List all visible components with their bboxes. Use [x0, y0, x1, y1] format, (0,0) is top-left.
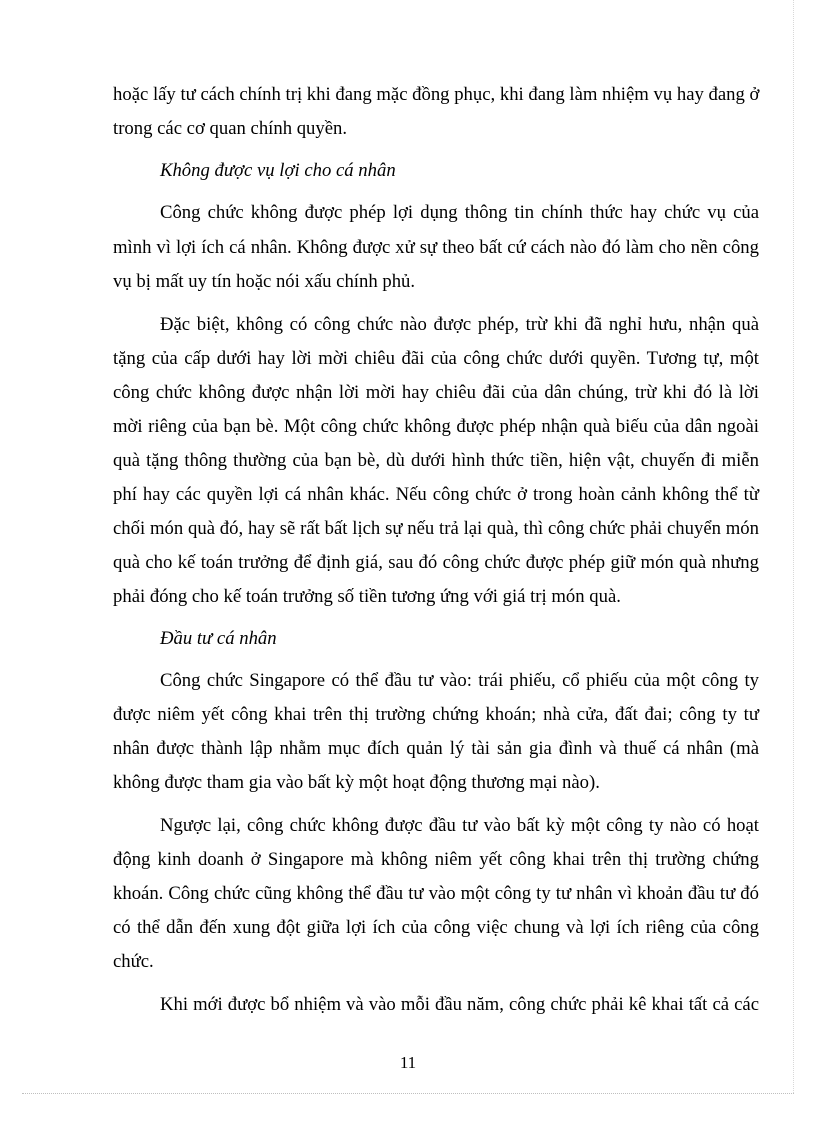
text-line: Công chức Singapore có thể đầu tư vào: trái phiếu, cổ phiếu của một công ty: [160, 670, 759, 691]
text-line: mời riêng của bạn bè. Một công chức không được phép nhận quà biếu của dân ngoài: [113, 416, 759, 437]
text-line: Ngược lại, công chức không được đầu tư vào bất kỳ một công ty nào có hoạt: [160, 815, 759, 836]
page-number: 11: [399, 1053, 417, 1072]
page-edge-guide: [793, 0, 794, 1093]
text-line: chức.: [113, 951, 154, 972]
text-line: không được tham gia vào bất kỳ một hoạt động thương mại nào).: [113, 772, 600, 793]
text-line: phải đóng cho kế toán trưởng số tiền tương ứng với giá trị món quà.: [113, 586, 621, 607]
text-line: trong các cơ quan chính quyền.: [113, 118, 348, 139]
text-line: Đặc biệt, không có công chức nào được phép, trừ khi đã nghỉ hưu, nhận quà: [160, 314, 759, 335]
section-heading-personal-investment: Đầu tư cá nhân: [160, 628, 277, 649]
text-line: động kinh doanh ở Singapore mà không niêm yết công khai trên thị trường chứng: [113, 849, 759, 870]
text-line: công chức không được nhận lời mời hay chiêu đãi của dân chúng, trừ khi đó là lời: [113, 382, 759, 403]
text-line: phí hay các quyền lợi cá nhân khác. Nếu công chức ở trong hoàn cảnh không thể từ: [113, 484, 759, 505]
text-line: tặng của cấp dưới hay lời mời chiêu đãi của công chức dưới quyền. Tương tự, một: [113, 348, 759, 369]
text-line: vụ bị mất uy tín hoặc nói xấu chính phủ.: [113, 271, 416, 292]
text-line: nhân được thành lập nhằm mục đích quản lý tài sản gia đình và thuế cá nhân (mà: [113, 738, 759, 759]
text-line: Công chức không được phép lợi dụng thông tin chính thức hay chức vụ của: [160, 202, 759, 223]
text-line: khoán. Công chức cũng không thể đầu tư vào một công ty tư nhân vì khoản đầu tư đó: [113, 883, 759, 904]
page-bottom-guide: [22, 1093, 794, 1094]
text-line: quà tặng thông thường của bạn bè, dù dưới hình thức tiền, hiện vật, chuyến đi miễn: [113, 450, 759, 471]
text-line: chối món quà đó, hay sẽ rất bất lịch sự nếu trả lại quà, thì công chức phải chuyển món: [113, 518, 759, 539]
text-line: hoặc lấy tư cách chính trị khi đang mặc đồng phục, khi đang làm nhiệm vụ hay đang ở: [113, 84, 760, 105]
text-line: có thể dẫn đến xung đột giữa lợi ích của công việc chung và lợi ích riêng của công: [113, 917, 759, 938]
text-line: mình vì lợi ích cá nhân. Không được xử sự theo bất cứ cách nào đó làm cho nền công: [113, 237, 759, 258]
text-line: quà cho kế toán trưởng để định giá, sau đó công chức được phép giữ món quà nhưng: [113, 552, 759, 573]
section-heading-no-personal-gain: Không được vụ lợi cho cá nhân: [160, 160, 396, 181]
text-line: Khi mới được bổ nhiệm và vào mỗi đầu năm, công chức phải kê khai tất cả các: [160, 994, 759, 1015]
text-line: được niêm yết công khai trên thị trường chứng khoán; nhà cửa, đất đai; công ty tư: [113, 704, 759, 725]
